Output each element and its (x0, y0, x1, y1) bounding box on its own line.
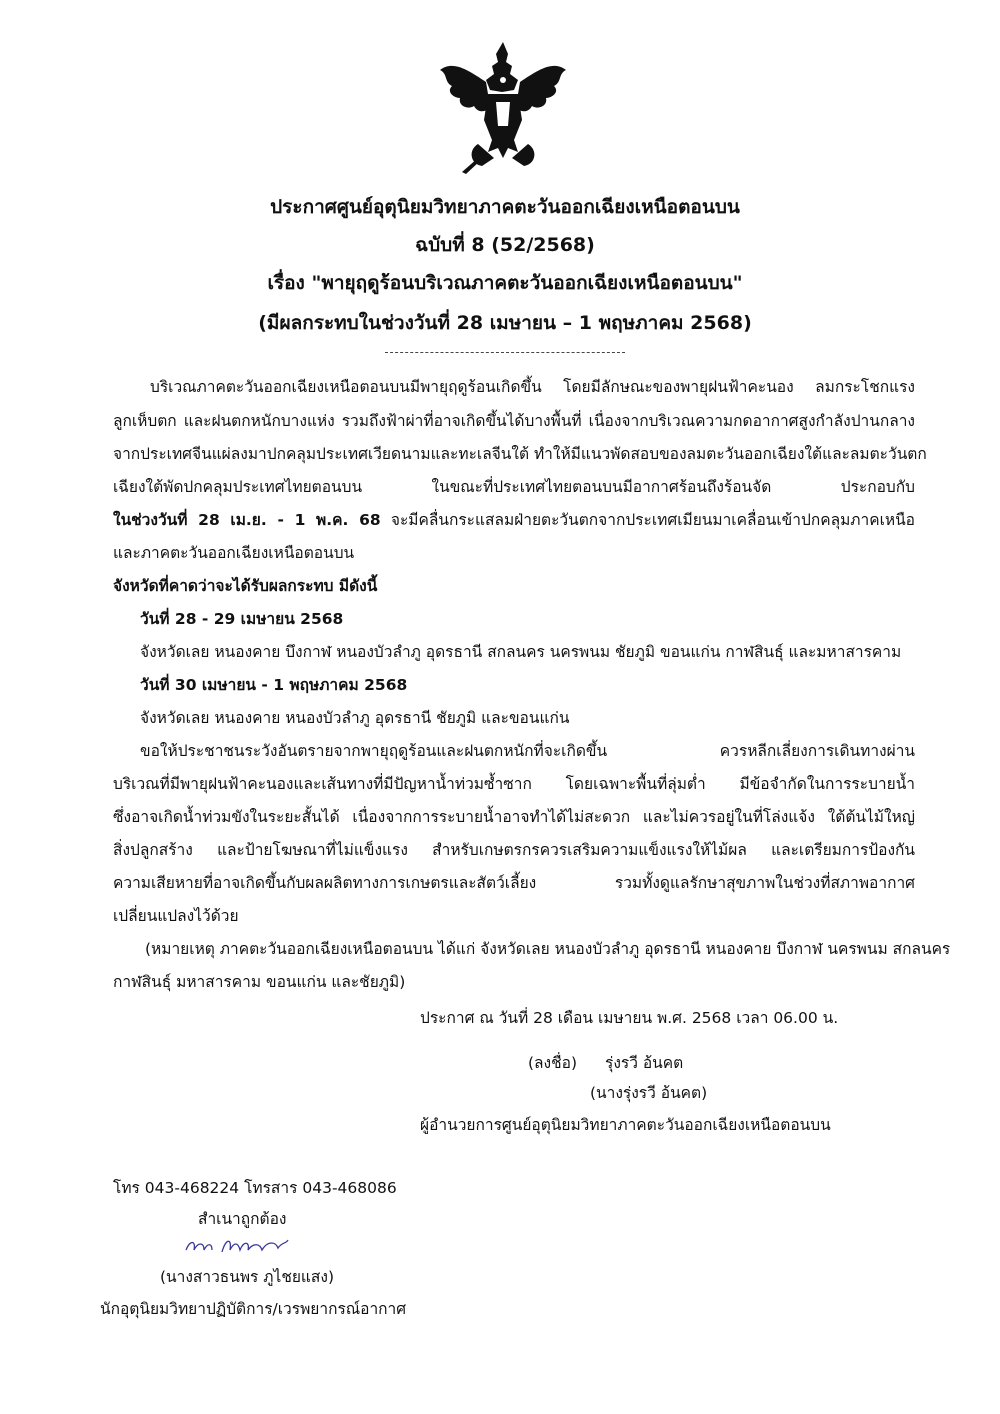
contact-numbers: โทร 043-468224 โทรสาร 043-468086 (113, 1179, 397, 1197)
para2-line: ขอให้ประชาชนระวังอันตรายจากพายุฤดูร้อนและฝนตกหนักที่จะเกิดขึ้น ควรหลีกเลี่ยงการเดินทางผ่าน (140, 742, 915, 760)
para2-line: เปลี่ยนแปลงไว้ด้วย (113, 907, 239, 925)
para1-line: และภาคตะวันออกเฉียงเหนือตอนบน (113, 544, 355, 562)
period-provinces: จังหวัดเลย หนองคาย บึงกาฬ หนองบัวลำภู อุดรธานี สกลนคร นครพนม ชัยภูมิ ขอนแก่น กาฬสินธุ์ และมหาสารคาม (140, 643, 902, 661)
affected-heading: จังหวัดที่คาดว่าจะได้รับผลกระทบ มีดังนี้ (113, 577, 378, 595)
divider (385, 352, 625, 353)
certifier-position: นักอุตุนิยมวิทยาปฏิบัติการ/เวรพยากรณ์อากาศ (100, 1300, 407, 1318)
para2-line: ซึ่งอาจเกิดน้ำท่วมขังในระยะสั้นได้ เนื่องจากการระบายน้ำอาจทำได้ไม่สะดวก และไม่ควรอยู่ในที่โล่งแจ้ง ใต้ต้นไม้ใหญ่ (113, 808, 915, 826)
signed-name: รุ่งรวี อ้นคต (605, 1054, 684, 1072)
para2-line: บริเวณที่มีพายุฝนฟ้าคะนองและเส้นทางที่มีปัญหาน้ำท่วมซ้ำซาก โดยเฉพาะพื้นที่ลุ่มต่ำ มีข้อจำกัดในการระบายน้ำ (113, 775, 915, 793)
period-date: วันที่ 30 เมษายน - 1 พฤษภาคม 2568 (140, 676, 408, 694)
certifier-name: (นางสาวธนพร ภูไชยแสง) (160, 1268, 334, 1286)
signatory-full-name: (นางรุ่งรวี อ้นคต) (590, 1084, 708, 1102)
issue-number: ฉบับที่ 8 (52/2568) (415, 234, 595, 256)
para2-line: ความเสียหายที่อาจเกิดขึ้นกับผลผลิตทางการเกษตรและสัตว์เลี้ยง รวมทั้งดูแลรักษาสุขภาพในช่วงที่สภาพอากาศ (113, 874, 915, 892)
para1-line (113, 507, 915, 532)
announcement-title: ประกาศศูนย์อุตุนิยมวิทยาภาคตะวันออกเฉียงเหนือตอนบน (270, 196, 740, 218)
note-line: กาฬสินธุ์ มหาสารคาม ขอนแก่น และชัยภูมิ) (113, 973, 406, 991)
para1-line: จากประเทศจีนแผ่ลงมาปกคลุมประเทศเวียดนามและทะเลจีนใต้ ทำให้มีแนวพัดสอบของลมตะวันออกเฉียงใต้และลมตะวันตก (113, 445, 927, 463)
signed-label: (ลงชื่อ) (528, 1054, 577, 1072)
announcement-date: ประกาศ ณ วันที่ 28 เดือน เมษายน พ.ศ. 2568 เวลา 06.00 น. (420, 1009, 839, 1027)
note-line: (หมายเหตุ ภาคตะวันออกเฉียงเหนือตอนบน ได้แก่ จังหวัดเลย หนองบัวลำภู อุดรธานี หนองคาย บึงกาฬ นครพนม สกลนคร (145, 940, 951, 958)
garuda-emblem (438, 40, 568, 175)
signatory-position: ผู้อำนวยการศูนย์อุตุนิยมวิทยาภาคตะวันออกเฉียงเหนือตอนบน (420, 1116, 831, 1134)
copy-certified: สำเนาถูกต้อง (198, 1210, 287, 1228)
handwritten-signature (182, 1232, 292, 1258)
effective-period: (มีผลกระทบในช่วงวันที่ 28 เมษายน – 1 พฤษภาคม 2568) (258, 312, 752, 334)
para1-line: ลูกเห็บตก และฝนตกหนักบางแห่ง รวมถึงฟ้าผ่าที่อาจเกิดขึ้นได้บางพื้นที่ เนื่องจากบริเวณความกดอากาศสูงกำลังปานกลาง (113, 412, 915, 430)
bold-dates: ในช่วงวันที่ 28 เม.ย. - 1 พ.ค. 68 (113, 511, 381, 529)
para1-line: บริเวณภาคตะวันออกเฉียงเหนือตอนบนมีพายุฤดูร้อนเกิดขึ้น โดยมีลักษณะของพายุฝนฟ้าคะนอง ลมกระโชกแรง (150, 378, 915, 396)
period-date: วันที่ 28 - 29 เมษายน 2568 (140, 610, 344, 628)
para1-text: จะมีคลื่นกระแสลมฝ่ายตะวันตกจากประเทศเมียนมาเคลื่อนเข้าปกคลุมภาคเหนือ (380, 511, 915, 529)
para1-line: เฉียงใต้พัดปกคลุมประเทศไทยตอนบน ในขณะที่ประเทศไทยตอนบนมีอากาศร้อนถึงร้อนจัด ประกอบกับ (113, 478, 915, 496)
period-provinces: จังหวัดเลย หนองคาย หนองบัวลำภู อุดรธานี ชัยภูมิ และขอนแก่น (140, 709, 570, 727)
subject: เรื่อง "พายุฤดูร้อนบริเวณภาคตะวันออกเฉียงเหนือตอนบน" (267, 272, 743, 294)
para2-line: สิ่งปลูกสร้าง และป้ายโฆษณาที่ไม่แข็งแรง สำหรับเกษตรกรควรเสริมความแข็งแรงให้ไม้ผล และเตรียมการป้องกัน (113, 841, 915, 859)
